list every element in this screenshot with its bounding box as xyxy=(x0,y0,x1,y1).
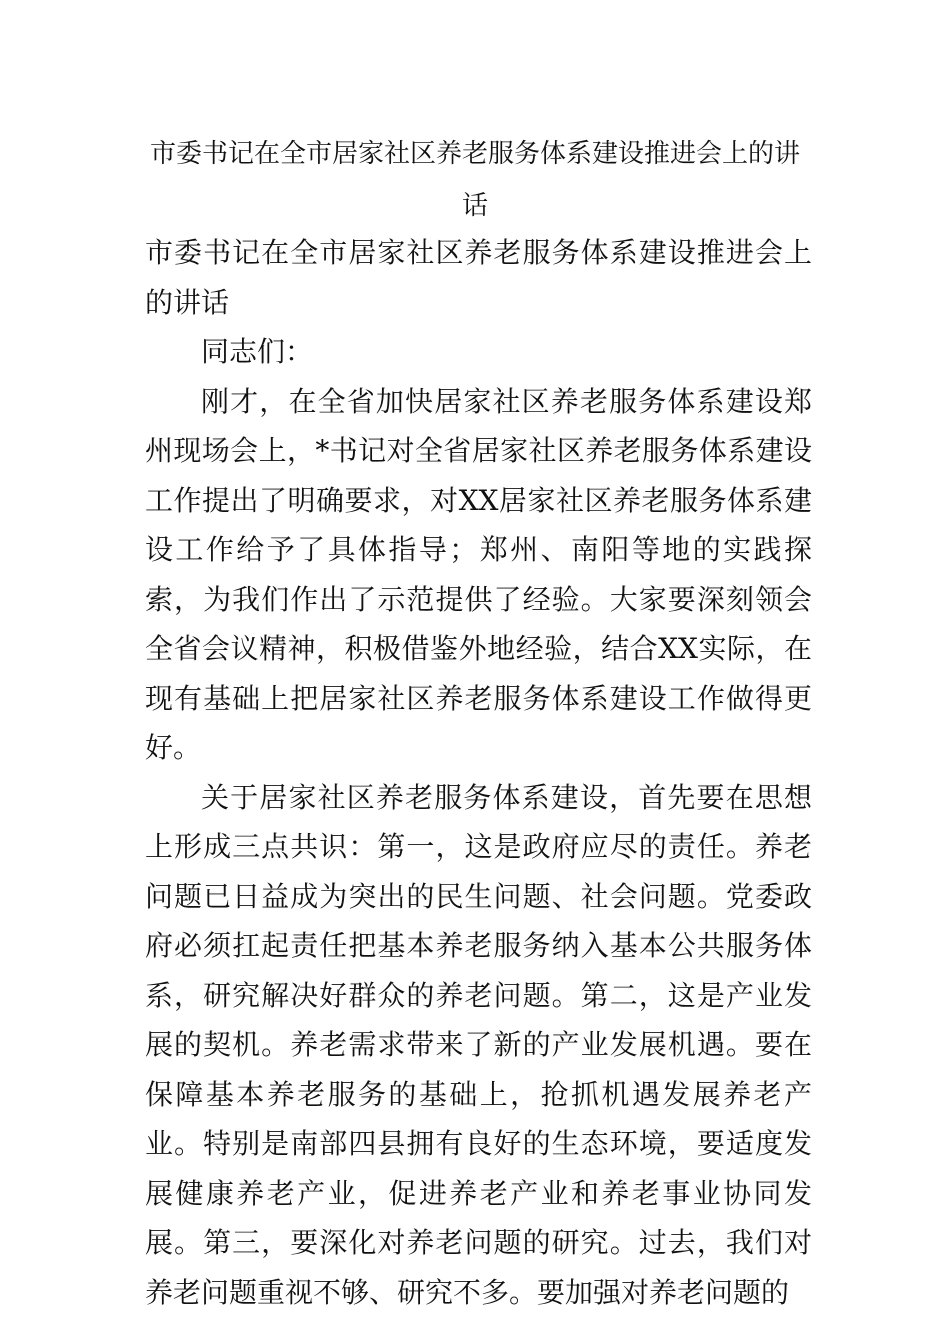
body-paragraph-2: 关于居家社区养老服务体系建设，首先要在思想上形成三点共识：第一，这是政府应尽的责任。养老问题已日益成为突出的民生问题、社会问题。党委政府必须扛起责任把基本养老服务纳入基本公共服务体系，研究解决好群众的养老问题。第二，这是产业发展的契机。养老需求带来了新的产业发展机遇。要在保障基本养老服务的基础上，抢抓机遇发展养老产业。特别是南部四县拥有良好的生态环境，要适度发展健康养老产业，促进养老产业和养老事业协同发展。第三，要深化对养老问题的研究。过去，我们对养老问题重视不够、研究不多。要加强对养老问题的 xyxy=(145,780,812,1309)
document-body xyxy=(145,228,812,1317)
subtitle-paragraph: 市委书记在全市居家社区养老服务体系建设推进会上的讲话 xyxy=(145,236,812,319)
document-title: 市委书记在全市居家社区养老服务体系建设推进会上的讲话 xyxy=(149,139,800,221)
body-paragraph-1: 刚才，在全省加快居家社区养老服务体系建设郑州现场会上，*书记对全省居家社区养老服务体系建设工作提出了明确要求，对XX居家社区养老服务体系建设工作给予了具体指导；郑州、南阳等地的实践探索，为我们作出了示范提供了经验。大家要深刻领会全省会议精神，积极借鉴外地经验，结合XX实际，在现有基础上把居家社区养老服务体系建设工作做得更好。 xyxy=(145,384,812,764)
salutation-paragraph: 同志们： xyxy=(201,335,314,368)
